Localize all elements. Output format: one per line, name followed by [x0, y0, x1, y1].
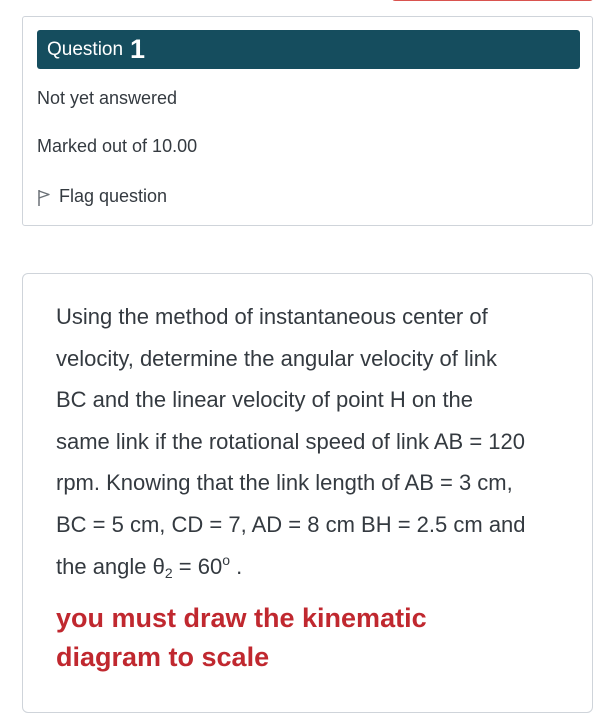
question-text-line: velocity, determine the angular velocity of link	[56, 345, 498, 371]
angle-suffix: .	[230, 553, 243, 579]
answer-status: Not yet answered	[37, 88, 178, 108]
angle-value: = 60	[172, 553, 223, 579]
flag-question-label: Flag question	[59, 185, 168, 206]
instruction-line: diagram to scale	[56, 642, 270, 672]
top-button-edge	[392, 0, 593, 1]
instruction-line: you must draw the kinematic	[56, 603, 427, 633]
question-text-line: rpm. Knowing that the link length of AB = 3 cm,	[56, 470, 513, 496]
instruction-note	[56, 599, 571, 677]
angle-prefix: the angle θ	[56, 553, 165, 579]
question-info-panel	[22, 16, 593, 226]
question-text	[56, 296, 571, 587]
question-text-line: BC = 5 cm, CD = 7, AD = 8 cm BH = 2.5 cm and	[56, 511, 526, 537]
angle-subscript: 2	[164, 564, 173, 581]
degree-superscript: o	[222, 551, 231, 568]
question-text-line-angle	[56, 546, 571, 588]
question-label: Question	[47, 38, 124, 60]
flag-question-link[interactable]	[37, 185, 167, 207]
question-text-line: Using the method of instantaneous center of	[56, 304, 488, 329]
question-header	[37, 30, 580, 69]
marks-info: Marked out of 10.00	[37, 136, 198, 156]
question-text-line: same link if the rotational speed of link AB = 120	[56, 428, 526, 454]
question-text-line: BC and the linear velocity of point H on the	[56, 387, 474, 413]
question-number: 1	[130, 34, 146, 64]
question-content-panel	[22, 273, 593, 713]
flag-outline-icon	[37, 189, 51, 207]
